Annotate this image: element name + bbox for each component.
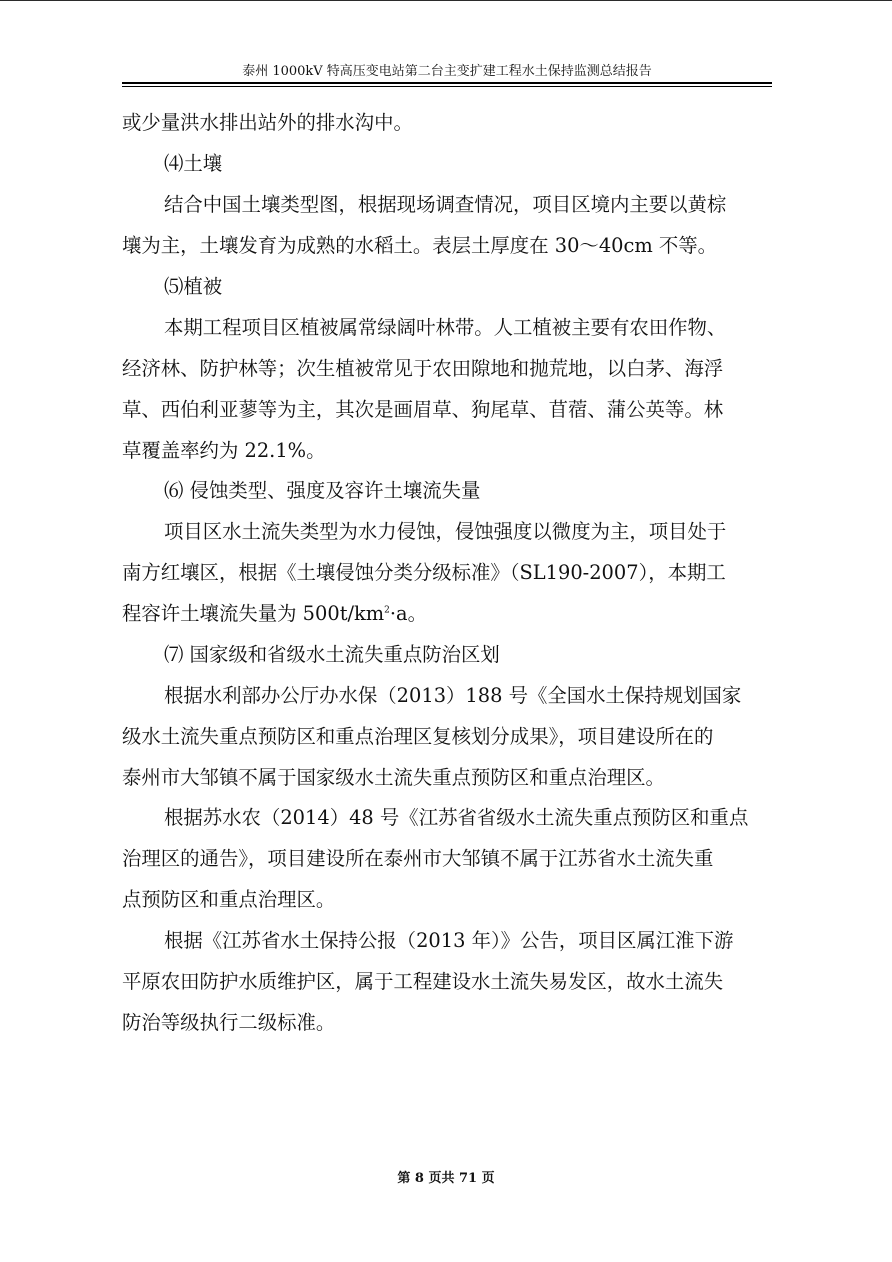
body-line: 点预防区和重点治理区。: [122, 888, 336, 911]
body-line: 泰州市大邹镇不属于国家级水土流失重点预防区和重点治理区。: [122, 766, 665, 789]
body-line: 南方红壤区，根据《土壤侵蚀分类分级标准》（SL190-2007），本期工: [122, 561, 726, 584]
section-heading-vegetation: ⑸植被: [164, 275, 223, 298]
body-line: 根据《江苏省水土保持公报（2013 年）》公告，项目区属江淮下游: [164, 929, 734, 952]
soil-loss-text: 程容许土壤流失量为 500t/km: [122, 602, 385, 625]
body-line: 草、西伯利亚蓼等为主，其次是画眉草、狗尾草、苜蓿、蒲公英等。林: [122, 398, 724, 421]
body-line: 平原农田防护水质维护区，属于工程建设水土流失易发区，故水土流失: [122, 970, 724, 993]
section-heading-erosion: ⑹ 侵蚀类型、强度及容许土壤流失量: [164, 479, 481, 502]
body-line: 根据苏水农（2014）48 号《江苏省省级水土流失重点预防区和重点: [164, 806, 749, 829]
section-heading-zoning: ⑺ 国家级和省级水土流失重点防治区划: [164, 643, 500, 666]
page-number: 第 8 页共 71 页: [397, 1171, 495, 1186]
body-line: 防治等级执行二级标准。: [122, 1011, 336, 1034]
body-line: 项目区水土流失类型为水力侵蚀，侵蚀强度以微度为主，项目处于: [164, 520, 727, 543]
body-line: 结合中国土壤类型图，根据现场调查情况，项目区境内主要以黄棕: [164, 193, 727, 216]
body-line: 草覆盖率约为 22.1%。: [122, 439, 326, 462]
soil-loss-unit-tail: ·a。: [389, 602, 428, 625]
superscript-two: 2: [384, 605, 390, 616]
body-line: 经济林、防护林等；次生植被常见于农田隙地和抛荒地，以白茅、海浮: [122, 357, 724, 380]
section-heading-soil: ⑷土壤: [164, 152, 223, 175]
body-line: 或少量洪水排出站外的排水沟中。: [122, 111, 413, 134]
header-rule-thin: [122, 86, 772, 87]
body-line-soil-loss: [122, 599, 427, 629]
body-line: 治理区的通告》，项目建设所在泰州市大邹镇不属于江苏省水土流失重: [122, 847, 714, 870]
header-rule-thick: [122, 82, 772, 84]
body-line: 根据水利部办公厅办水保（2013）188 号《全国水土保持规划国家: [164, 684, 742, 707]
running-header: 泰州 1000kV 特高压变电站第二台主变扩建工程水土保持监测总结报告: [242, 64, 652, 79]
body-line: 壤为主，土壤发育为成熟的水稻土。表层土厚度在 30～40cm 不等。: [122, 234, 718, 257]
body-line: 级水土流失重点预防区和重点治理区复核划分成果》，项目建设所在的: [122, 725, 714, 748]
body-line: 本期工程项目区植被属常绿阔叶林带。人工植被主要有农田作物、: [164, 316, 727, 339]
